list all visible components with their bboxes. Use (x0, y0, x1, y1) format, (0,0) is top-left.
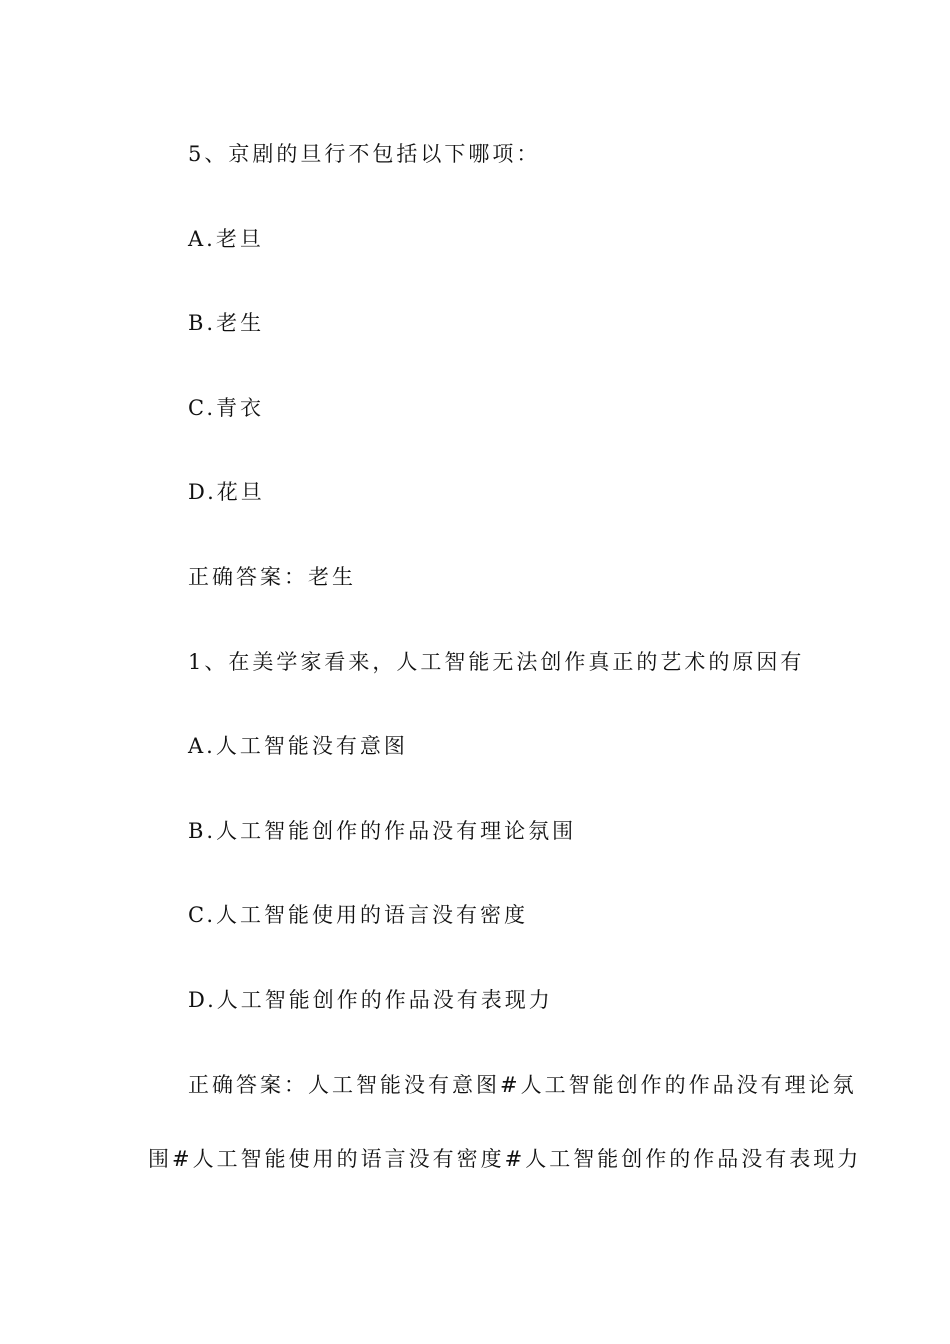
question-1-stem: 1、在美学家看来，人工智能无法创作真正的艺术的原因有 (188, 650, 805, 674)
question-5-stem: 5、京剧的旦行不包括以下哪项： (188, 142, 541, 166)
question-1-answer-line-1: 正确答案：人工智能没有意图#人工智能创作的作品没有理论氛 (188, 1073, 857, 1097)
question-1-option-a: A.人工智能没有意图 (188, 734, 408, 758)
question-1-answer-line-2: 围#人工智能使用的语言没有密度#人工智能创作的作品没有表现力 (148, 1147, 862, 1171)
question-5-option-d: D.花旦 (188, 480, 265, 504)
question-1-option-c: C.人工智能使用的语言没有密度 (188, 903, 528, 927)
question-5-option-c: C.青衣 (188, 396, 264, 420)
question-5-answer: 正确答案：老生 (188, 565, 356, 589)
question-5-option-b: B.老生 (188, 311, 265, 335)
question-5-option-a: A.老旦 (188, 227, 264, 251)
question-1-option-b: B.人工智能创作的作品没有理论氛围 (188, 819, 577, 843)
question-1-option-d: D.人工智能创作的作品没有表现力 (188, 988, 553, 1012)
